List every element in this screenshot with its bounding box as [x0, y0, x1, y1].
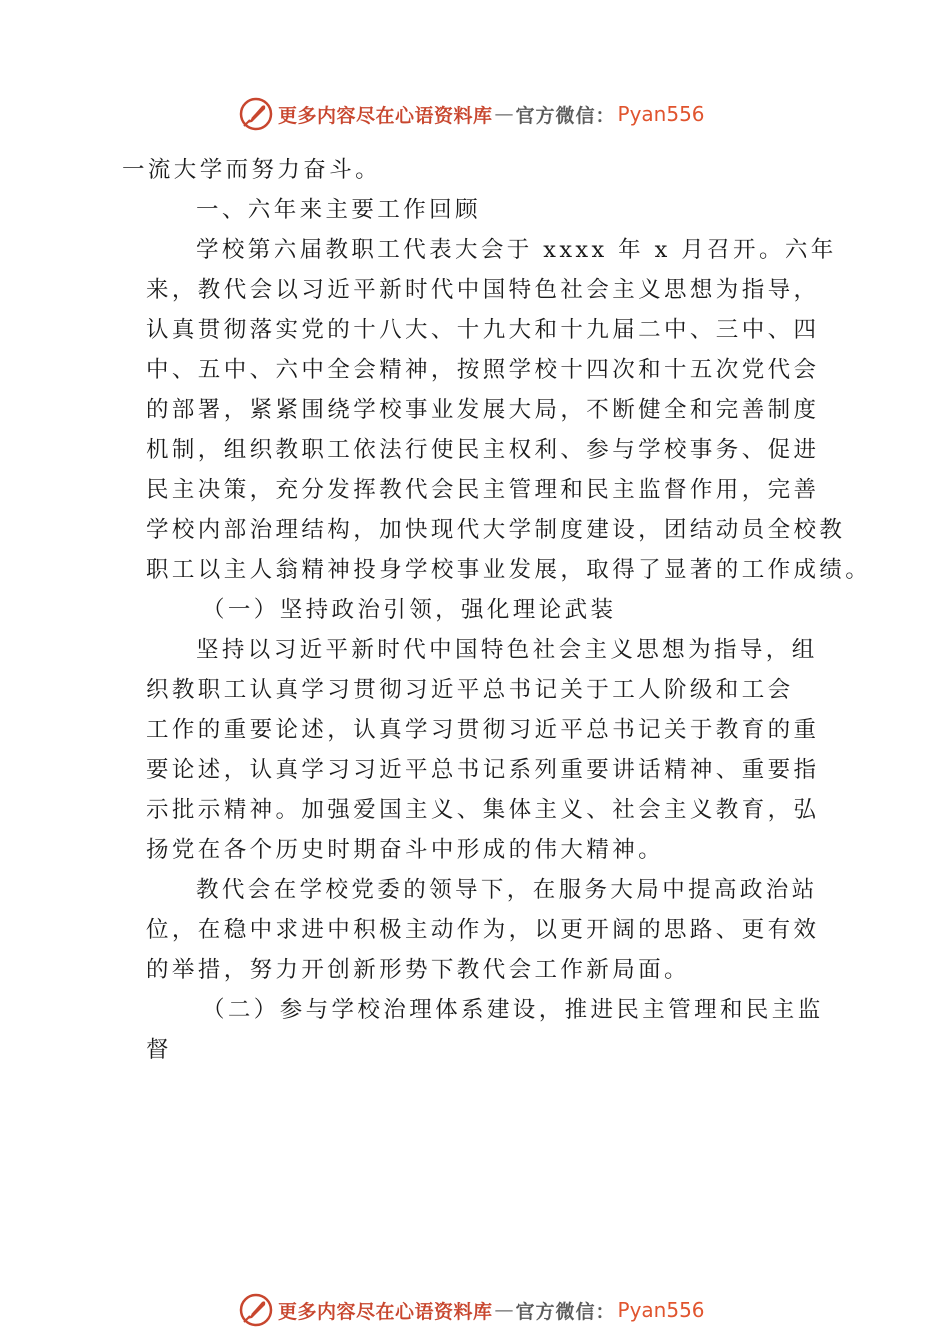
text-line: 坚持以习近平新时代中国特色社会主义思想为指导，组: [196, 637, 818, 663]
text-line: 教代会在学校党委的领导下，在服务大局中提高政治站: [196, 877, 818, 903]
text-line: 民主决策，充分发挥教代会民主管理和民主监督作用，完善: [146, 477, 820, 503]
subsection-heading: （二）参与学校治理体系建设，推进民主管理和民主监: [202, 997, 824, 1023]
text-line: 一流大学而努力奋斗。: [122, 157, 382, 183]
text-line: 的部署，紧紧围绕学校事业发展大局，不断健全和完善制度: [146, 397, 820, 423]
banner-brand-text: 更多内容尽在心语资料库: [278, 104, 493, 127]
text-line: 职工以主人翁精神投身学校事业发展，取得了显著的工作成绩。: [146, 557, 872, 583]
text-line: 中、五中、六中全会精神，按照学校十四次和十五次党代会: [146, 357, 820, 383]
text-line: 要论述，认真学习习近平总书记系列重要讲话精神、重要指: [146, 757, 820, 783]
banner-wechat-id: Pyan556: [617, 102, 705, 126]
banner-wechat-label: 官方微信：: [515, 1300, 616, 1323]
banner-brand-text: 更多内容尽在心语资料库: [278, 1300, 493, 1323]
text-line: 来，教代会以习近平新时代中国特色社会主义思想为指导，: [146, 277, 820, 303]
text-line: 织教职工认真学习贯彻习近平总书记关于工人阶级和工会: [146, 677, 794, 703]
text-line: 工作的重要论述，认真学习贯彻习近平总书记关于教育的重: [146, 717, 820, 743]
subsection-heading: （一）坚持政治引领，强化理论武装: [202, 597, 617, 623]
banner-separator: —: [494, 1299, 514, 1321]
document-body: [122, 150, 872, 1070]
text-line: 机制，组织教职工依法行使民主权利、参与学校事务、促进: [146, 437, 820, 463]
text-line: 学校第六届教职工代表大会于 xxxx 年 x 月召开。六年: [196, 237, 837, 263]
text-line: 学校内部治理结构，加快现代大学制度建设，团结动员全校教: [146, 517, 846, 543]
text-line: 示批示精神。加强爱国主义、集体主义、社会主义教育，弘: [146, 797, 820, 823]
text-line: 位，在稳中求进中积极主动作为，以更开阔的思路、更有效: [146, 917, 820, 943]
footer-banner: [238, 1290, 705, 1330]
section-heading: 一、六年来主要工作回顾: [196, 197, 481, 223]
text-line: 认真贯彻落实党的十八大、十九大和十九届二中、三中、四: [146, 317, 820, 343]
text-line: 扬党在各个历史时期奋斗中形成的伟大精神。: [146, 837, 665, 863]
banner-wechat-id: Pyan556: [617, 1298, 705, 1322]
feather-pen-logo-icon: [238, 96, 274, 132]
feather-pen-logo-icon: [238, 1292, 274, 1328]
text-line: 的举措，努力开创新形势下教代会工作新局面。: [146, 957, 690, 983]
header-banner: [238, 94, 705, 134]
banner-wechat-label: 官方微信：: [515, 104, 616, 127]
banner-separator: —: [494, 103, 514, 125]
text-line: 督: [146, 1037, 172, 1063]
